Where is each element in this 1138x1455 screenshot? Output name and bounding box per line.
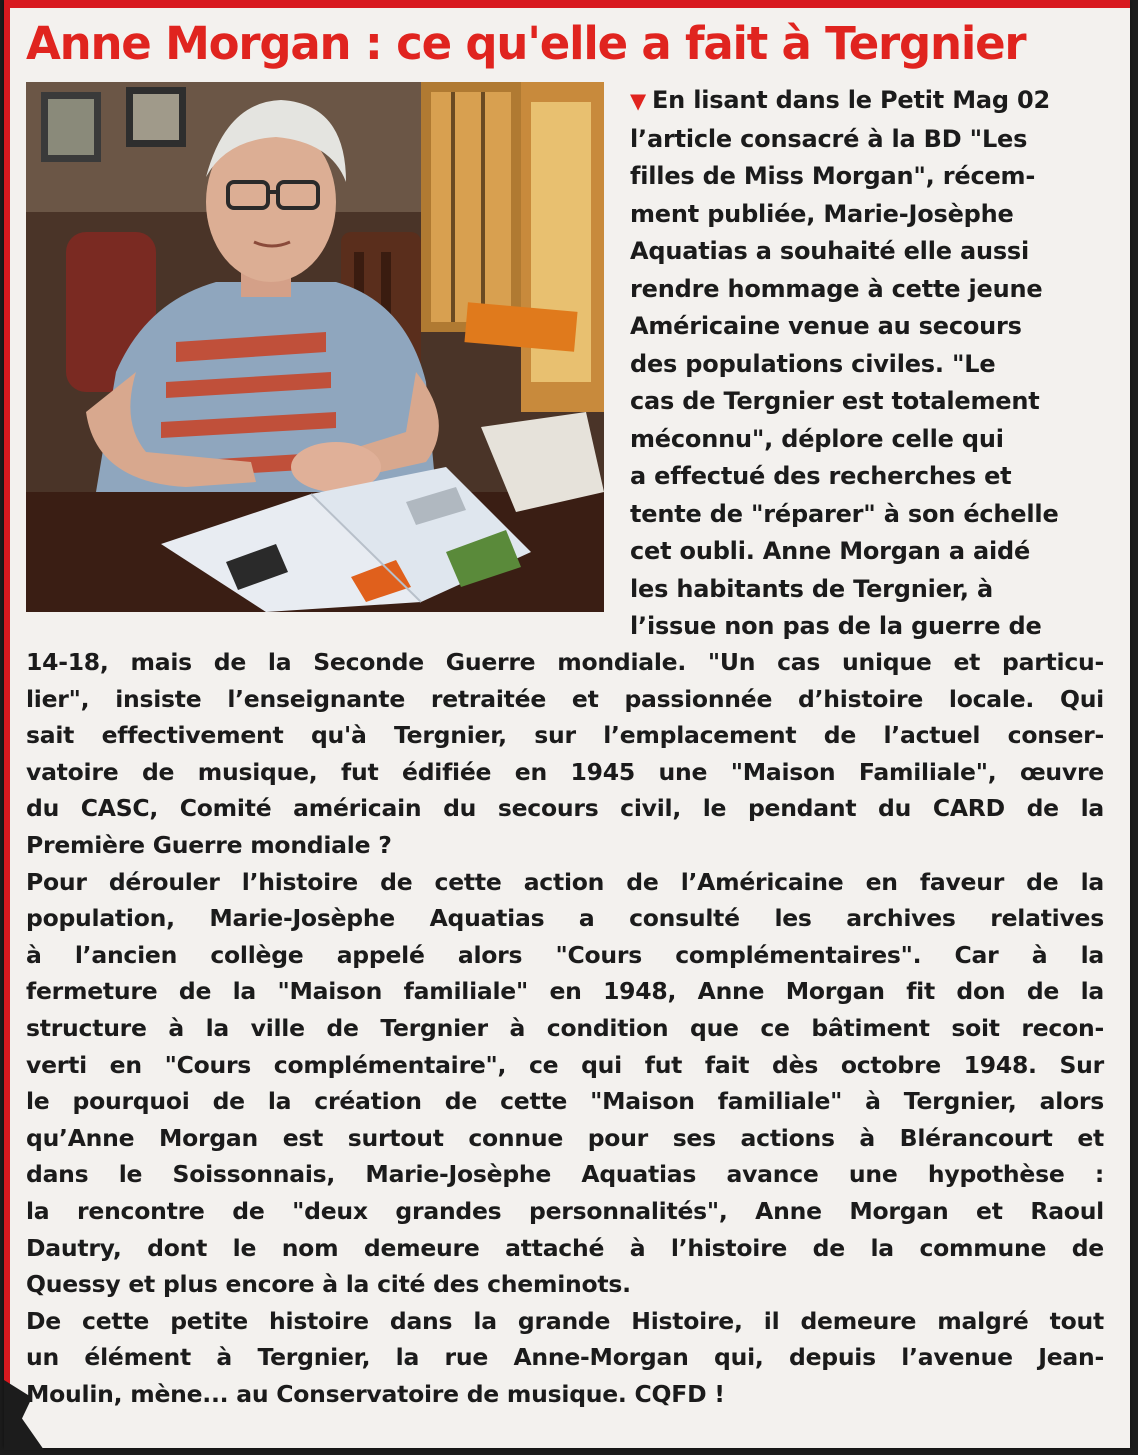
text-line: ▼ En lisant dans le Petit Mag 02	[630, 86, 1051, 114]
text-line: Aquatias a souhaité elle aussi	[630, 237, 1030, 265]
text-line: Américaine venue au secours	[630, 312, 1022, 340]
article-body-text	[26, 644, 1104, 1412]
text-line: ment publiée, Marie-Josèphe	[630, 199, 1014, 228]
text-line: un élément à Tergnier, la rue Anne-Morgan qui, depuis l’avenue Jean-	[26, 1343, 1104, 1372]
portrait-photo-icon	[26, 82, 604, 612]
text-line: 14-18, mais de la Seconde Guerre mondiale. "Un cas unique et particu-	[26, 648, 1104, 676]
text-line: a effectué des recherches et	[630, 462, 1012, 490]
text-line: Dautry, dont le nom demeure attaché à l’histoire de la commune de	[26, 1233, 1104, 1262]
text-line: méconnu", déplore celle qui	[630, 424, 1004, 453]
text-line: à l’ancien collège appelé alors "Cours complémentaires". Car à la	[26, 940, 1104, 969]
text-line: cet oubli. Anne Morgan a aidé	[630, 537, 1031, 565]
text-line: cas de Tergnier est totalement	[630, 387, 1040, 415]
text-line: qu’Anne Morgan est surtout connue pour ses actions à Blérancourt et	[26, 1123, 1104, 1152]
red-down-triangle-icon: ▼	[630, 89, 646, 113]
text-line: population, Marie-Josèphe Aquatias a consulté les archives relatives	[26, 904, 1104, 933]
text-line: l’article consacré à la BD "Les	[630, 124, 1028, 153]
text-line: Moulin, mène... au Conservatoire de musique. CQFD !	[26, 1379, 725, 1408]
text-line: le pourquoi de la création de cette "Maison familiale" à Tergnier, alors	[26, 1087, 1104, 1116]
text-line: tente de "réparer" à son échelle	[630, 499, 1059, 528]
red-border-top	[4, 0, 1130, 8]
text-line: De cette petite histoire dans la grande Histoire, il demeure malgré tout	[26, 1306, 1104, 1335]
newspaper-clipping	[4, 0, 1130, 1448]
text-line: sait effectivement qu'à Tergnier, sur l’emplacement de l’actuel conser-	[26, 721, 1104, 750]
text-line: filles de Miss Morgan", récem-	[630, 162, 1036, 190]
text-line: fermeture de la "Maison familiale" en 1948, Anne Morgan fit don de la	[26, 977, 1104, 1006]
text-line: des populations civiles. "Le	[630, 349, 996, 378]
text-line: du CASC, Comité américain du secours civil, le pendant du CARD de la	[26, 794, 1104, 823]
text-line: l’issue non pas de la guerre de	[630, 612, 1042, 640]
text-line: la rencontre de "deux grandes personnalités", Anne Morgan et Raoul	[26, 1196, 1104, 1225]
text-line: verti en "Cours complémentaire", ce qui fut fait dès octobre 1948. Sur	[26, 1050, 1104, 1079]
text-line: structure à la ville de Tergnier à condition que ce bâtiment soit recon-	[26, 1013, 1104, 1042]
text-line: rendre hommage à cette jeune	[630, 274, 1043, 303]
text-line: Quessy et plus encore à la cité des cheminots.	[26, 1270, 631, 1299]
article-column-text	[630, 82, 1120, 646]
headline: Anne Morgan : ce qu'elle a fait à Tergnier	[26, 17, 1026, 70]
article-photo	[26, 82, 604, 612]
text-line: lier", insiste l’enseignante retraitée et passionnée d’histoire locale. Qui	[26, 684, 1104, 713]
text-line: les habitants de Tergnier, à	[630, 574, 993, 603]
red-border-left	[4, 0, 10, 1448]
text-line: Pour dérouler l’histoire de cette action de l’Américaine en faveur de la	[26, 867, 1104, 896]
text-line: dans le Soissonnais, Marie-Josèphe Aquatias avance une hypothèse :	[26, 1160, 1104, 1189]
text-line: vatoire de musique, fut édifiée en 1945 une "Maison Familiale", œuvre	[26, 757, 1104, 786]
text-line: Première Guerre mondiale ?	[26, 830, 392, 859]
